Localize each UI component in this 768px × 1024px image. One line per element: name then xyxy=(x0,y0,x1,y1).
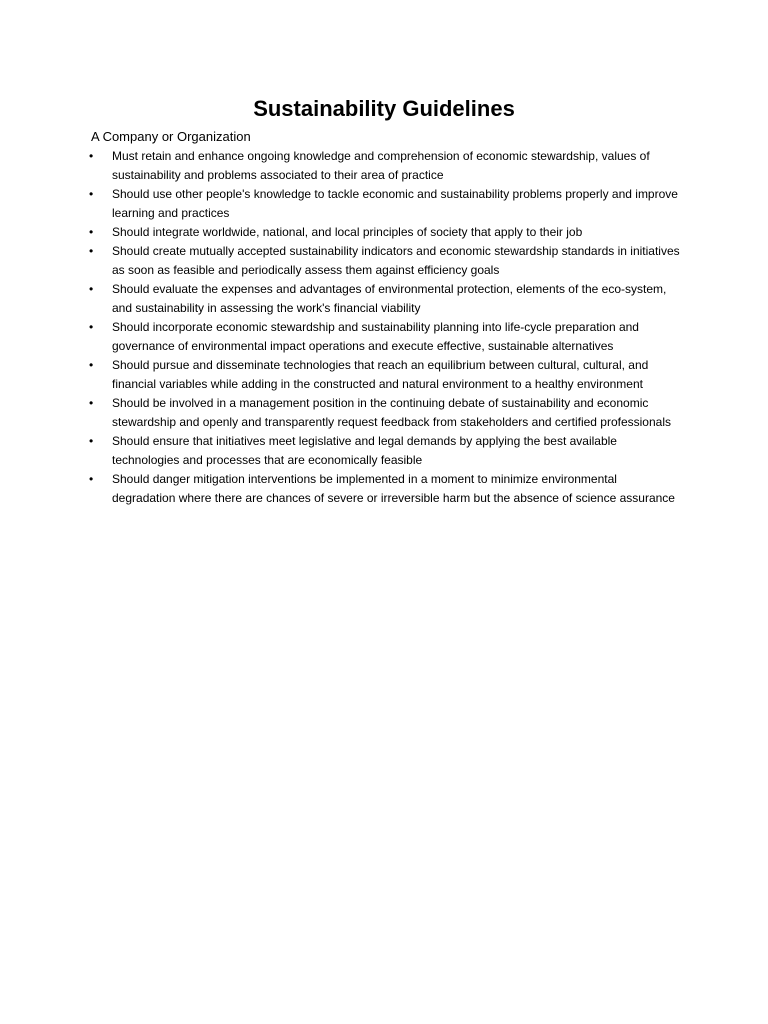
list-item-text: Should use other people's knowledge to tackle economic and sustainability problems properly and improve learning and practices xyxy=(112,187,678,220)
list-item xyxy=(89,185,682,223)
list-item-text: Should ensure that initiatives meet legislative and legal demands by applying the best available technologies and processes that are economically feasible xyxy=(112,434,617,467)
list-item xyxy=(89,394,682,432)
list-item xyxy=(89,147,682,185)
bullet-icon: • xyxy=(89,244,94,258)
bullet-icon: • xyxy=(89,149,94,163)
bullet-icon: • xyxy=(89,320,94,334)
bullet-icon: • xyxy=(89,282,94,296)
list-item-text: Should integrate worldwide, national, and local principles of society that apply to their job xyxy=(112,225,583,239)
list-item-text: Should incorporate economic stewardship and sustainability planning into life-cycle preparation and governance of environmental impact operations and execute effective, sustainable alternatives xyxy=(112,320,639,353)
bullet-icon: • xyxy=(89,472,94,486)
list-item-text: Must retain and enhance ongoing knowledge and comprehension of economic stewardship, values of sustainability and problems associated to their area of practice xyxy=(112,149,650,182)
list-item-text: Should evaluate the expenses and advantages of environmental protection, elements of the eco-system, and sustainability in assessing the work's financial viability xyxy=(112,282,667,315)
bullet-icon: • xyxy=(89,358,94,372)
bullet-icon: • xyxy=(89,225,94,239)
bullet-icon: • xyxy=(89,434,94,448)
list-item xyxy=(89,356,682,394)
list-item-text: Should danger mitigation interventions be implemented in a moment to minimize environmental degradation where there are chances of severe or irreversible harm but the absence of science assurance xyxy=(112,472,675,505)
list-item-text: Should be involved in a management position in the continuing debate of sustainability and economic stewardship and openly and transparently request feedback from stakeholders and certified professionals xyxy=(112,396,671,429)
list-item xyxy=(89,318,682,356)
guideline-list xyxy=(89,147,682,508)
list-item xyxy=(89,242,682,280)
bullet-icon: • xyxy=(89,187,94,201)
list-item xyxy=(89,280,682,318)
list-item xyxy=(89,432,682,470)
list-item-text: Should create mutually accepted sustainability indicators and economic stewardship standards in initiatives as soon as feasible and periodically assess them against efficiency goals xyxy=(112,244,680,277)
list-item-text: Should pursue and disseminate technologies that reach an equilibrium between cultural, cultural, and financial variables while adding in the constructed and natural environment to a healthy environment xyxy=(112,358,649,391)
list-item xyxy=(89,223,682,242)
document-title: Sustainability Guidelines xyxy=(253,96,515,121)
document-subtitle: A Company or Organization xyxy=(91,129,251,144)
list-item xyxy=(89,470,682,508)
bullet-icon: • xyxy=(89,396,94,410)
